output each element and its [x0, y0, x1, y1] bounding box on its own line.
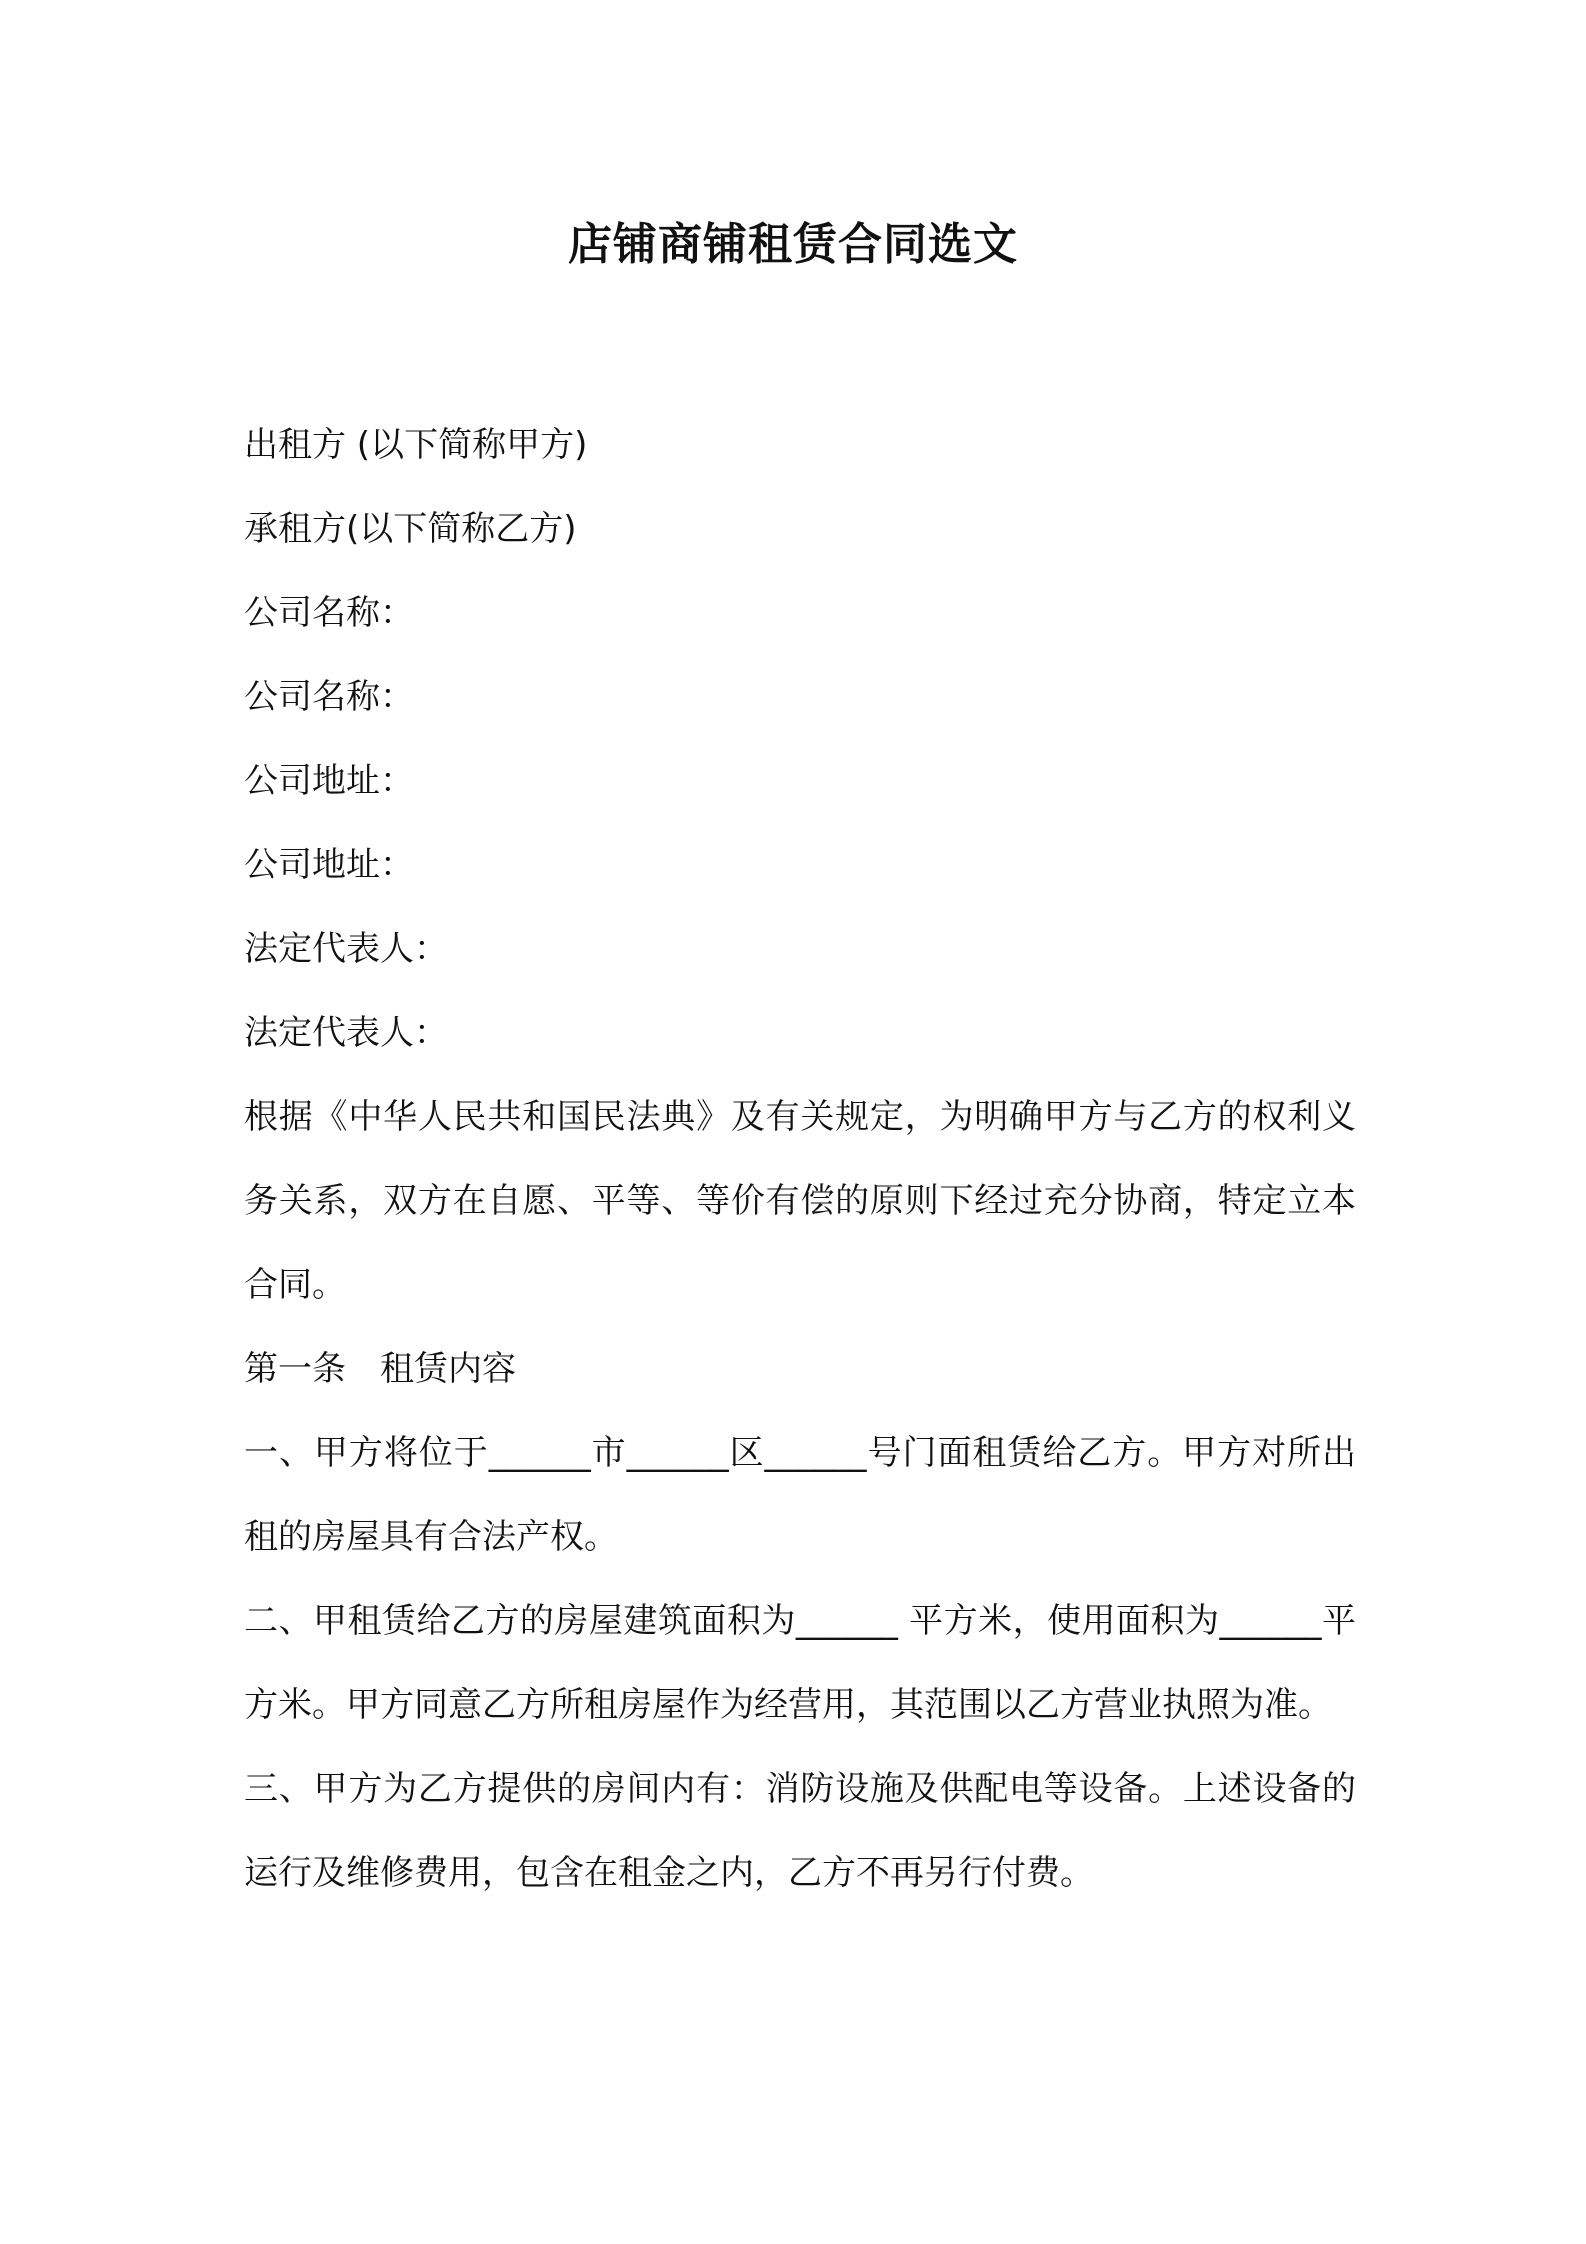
clause-paragraph: 一、甲方将位于______市______区______号门面租赁给乙方。甲方对所出租的房屋具有合法产权。 — [244, 1433, 1356, 1557]
party-lessee: 承租方(以下简称乙方) — [244, 509, 577, 549]
company-name-field: 公司名称： — [244, 677, 414, 717]
legal-representative-field: 法定代表人： — [244, 929, 448, 969]
legal-representative-field: 法定代表人： — [244, 1013, 448, 1053]
article-heading: 第一条 租赁内容 — [244, 1349, 516, 1389]
party-lessor: 出租方 (以下简称甲方) — [244, 425, 588, 465]
preamble-paragraph: 根据《中华人民共和国民法典》及有关规定，为明确甲方与乙方的权利义务关系，双方在自愿、平等、等价有偿的原则下经过充分协商，特定立本合同。 — [244, 1097, 1356, 1305]
clause-paragraph: 二、甲租赁给乙方的房屋建筑面积为______ 平方米，使用面积为______平方米。甲方同意乙方所租房屋作为经营用，其范围以乙方营业执照为准。 — [244, 1601, 1356, 1725]
company-name-field: 公司名称： — [244, 593, 414, 633]
document-body — [244, 403, 1356, 1915]
company-address-field: 公司地址： — [244, 845, 414, 885]
document-title: 店铺商铺租赁合同选文 — [568, 219, 1018, 270]
company-address-field: 公司地址： — [244, 761, 414, 801]
clause-paragraph: 三、甲方为乙方提供的房间内有：消防设施及供配电等设备。上述设备的运行及维修费用，包含在租金之内，乙方不再另行付费。 — [244, 1769, 1356, 1893]
